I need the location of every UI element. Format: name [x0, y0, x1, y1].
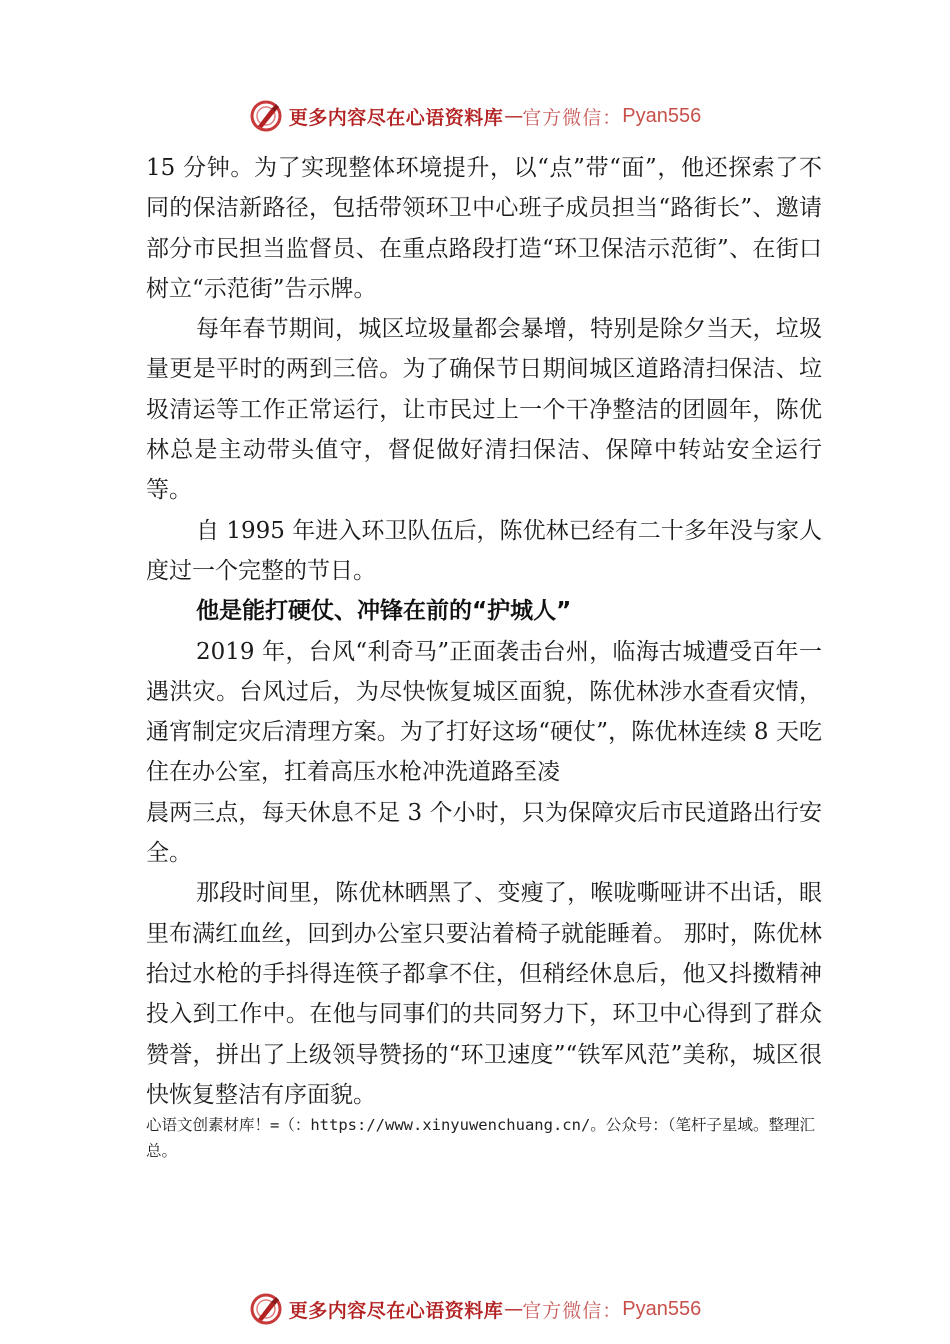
banner-title: 更多内容尽在心语资料库 — [288, 1299, 504, 1322]
paragraph: 晨两三点，每天休息不足 3 个小时，只为保障灾后市民道路出行安全。 — [146, 799, 822, 867]
section-heading: 他是能打硬仗、冲锋在前的“护城人” — [196, 598, 572, 625]
paragraph: 自 1995 年进入环卫队伍后，陈优林已经有二十多年没与家人度过一个完整的节日。 — [146, 517, 822, 584]
pen-nib-circle-icon — [249, 1292, 283, 1326]
header-banner — [0, 96, 950, 136]
banner-wechat-handle: Pyan556 — [622, 104, 702, 127]
banner-separator: — — [504, 105, 522, 127]
banner-subtitle: 官方微信： — [522, 106, 623, 129]
banner-subtitle: 官方微信： — [522, 1299, 623, 1322]
banner-title: 更多内容尽在心语资料库 — [288, 106, 504, 129]
article-body — [146, 148, 822, 1115]
banner-wechat-handle: Pyan556 — [622, 1297, 702, 1320]
paragraph: 那段时间里，陈优林晒黑了、变瘦了，喉咙嘶哑讲不出话，眼里布满红血丝，回到办公室只要沾着椅子就能睡着。 那时，陈优林抬过水枪的手抖得连筷子都拿不住，但稍经休息后，他又抖擞精神投入到工作中。在他与同事们的共同努力下，环卫中心得到了群众赞誉，拼出了上级领导赞扬的“环卫速度”“铁军风范”美称，城区很快恢复整洁有序面貌。 — [146, 880, 822, 1108]
source-note: 心语文创素材库！=（：https://www.xinyuwenchuang.cn/。公众号：（笔杆子星域。整理汇总。 — [146, 1116, 816, 1160]
banner-separator: — — [504, 1298, 522, 1320]
paragraph: 2019 年，台风“利奇马”正面袭击台州，临海古城遭受百年一遇洪灾。台风过后，为尽快恢复城区面貌，陈优林涉水查看灾情，通宵制定灾后清理方案。为了打好这场“硬仗”，陈优林连续 8 天吃住在办公室，扛着高压水枪冲洗道路至凌 — [146, 638, 822, 786]
footer-banner — [0, 1289, 950, 1329]
pen-nib-circle-icon — [249, 99, 283, 133]
paragraph: 每年春节期间，城区垃圾量都会暴增，特别是除夕当天，垃圾量更是平时的两到三倍。为了确保节日期间城区道路清扫保洁、垃圾清运等工作正常运行，让市民过上一个干净整洁的团圆年，陈优林总是主动带头值守，督促做好清扫保洁、保障中转站安全运行等。 — [146, 316, 822, 504]
paragraph: 15 分钟。为了实现整体环境提升，以“点”带“面”，他还探索了不同的保洁新路径，包括带领环卫中心班子成员担当“路街长”、邀请部分市民担当监督员、在重点路段打造“环卫保洁示范街”、在街口树立“示范街”告示牌。 — [146, 155, 822, 302]
